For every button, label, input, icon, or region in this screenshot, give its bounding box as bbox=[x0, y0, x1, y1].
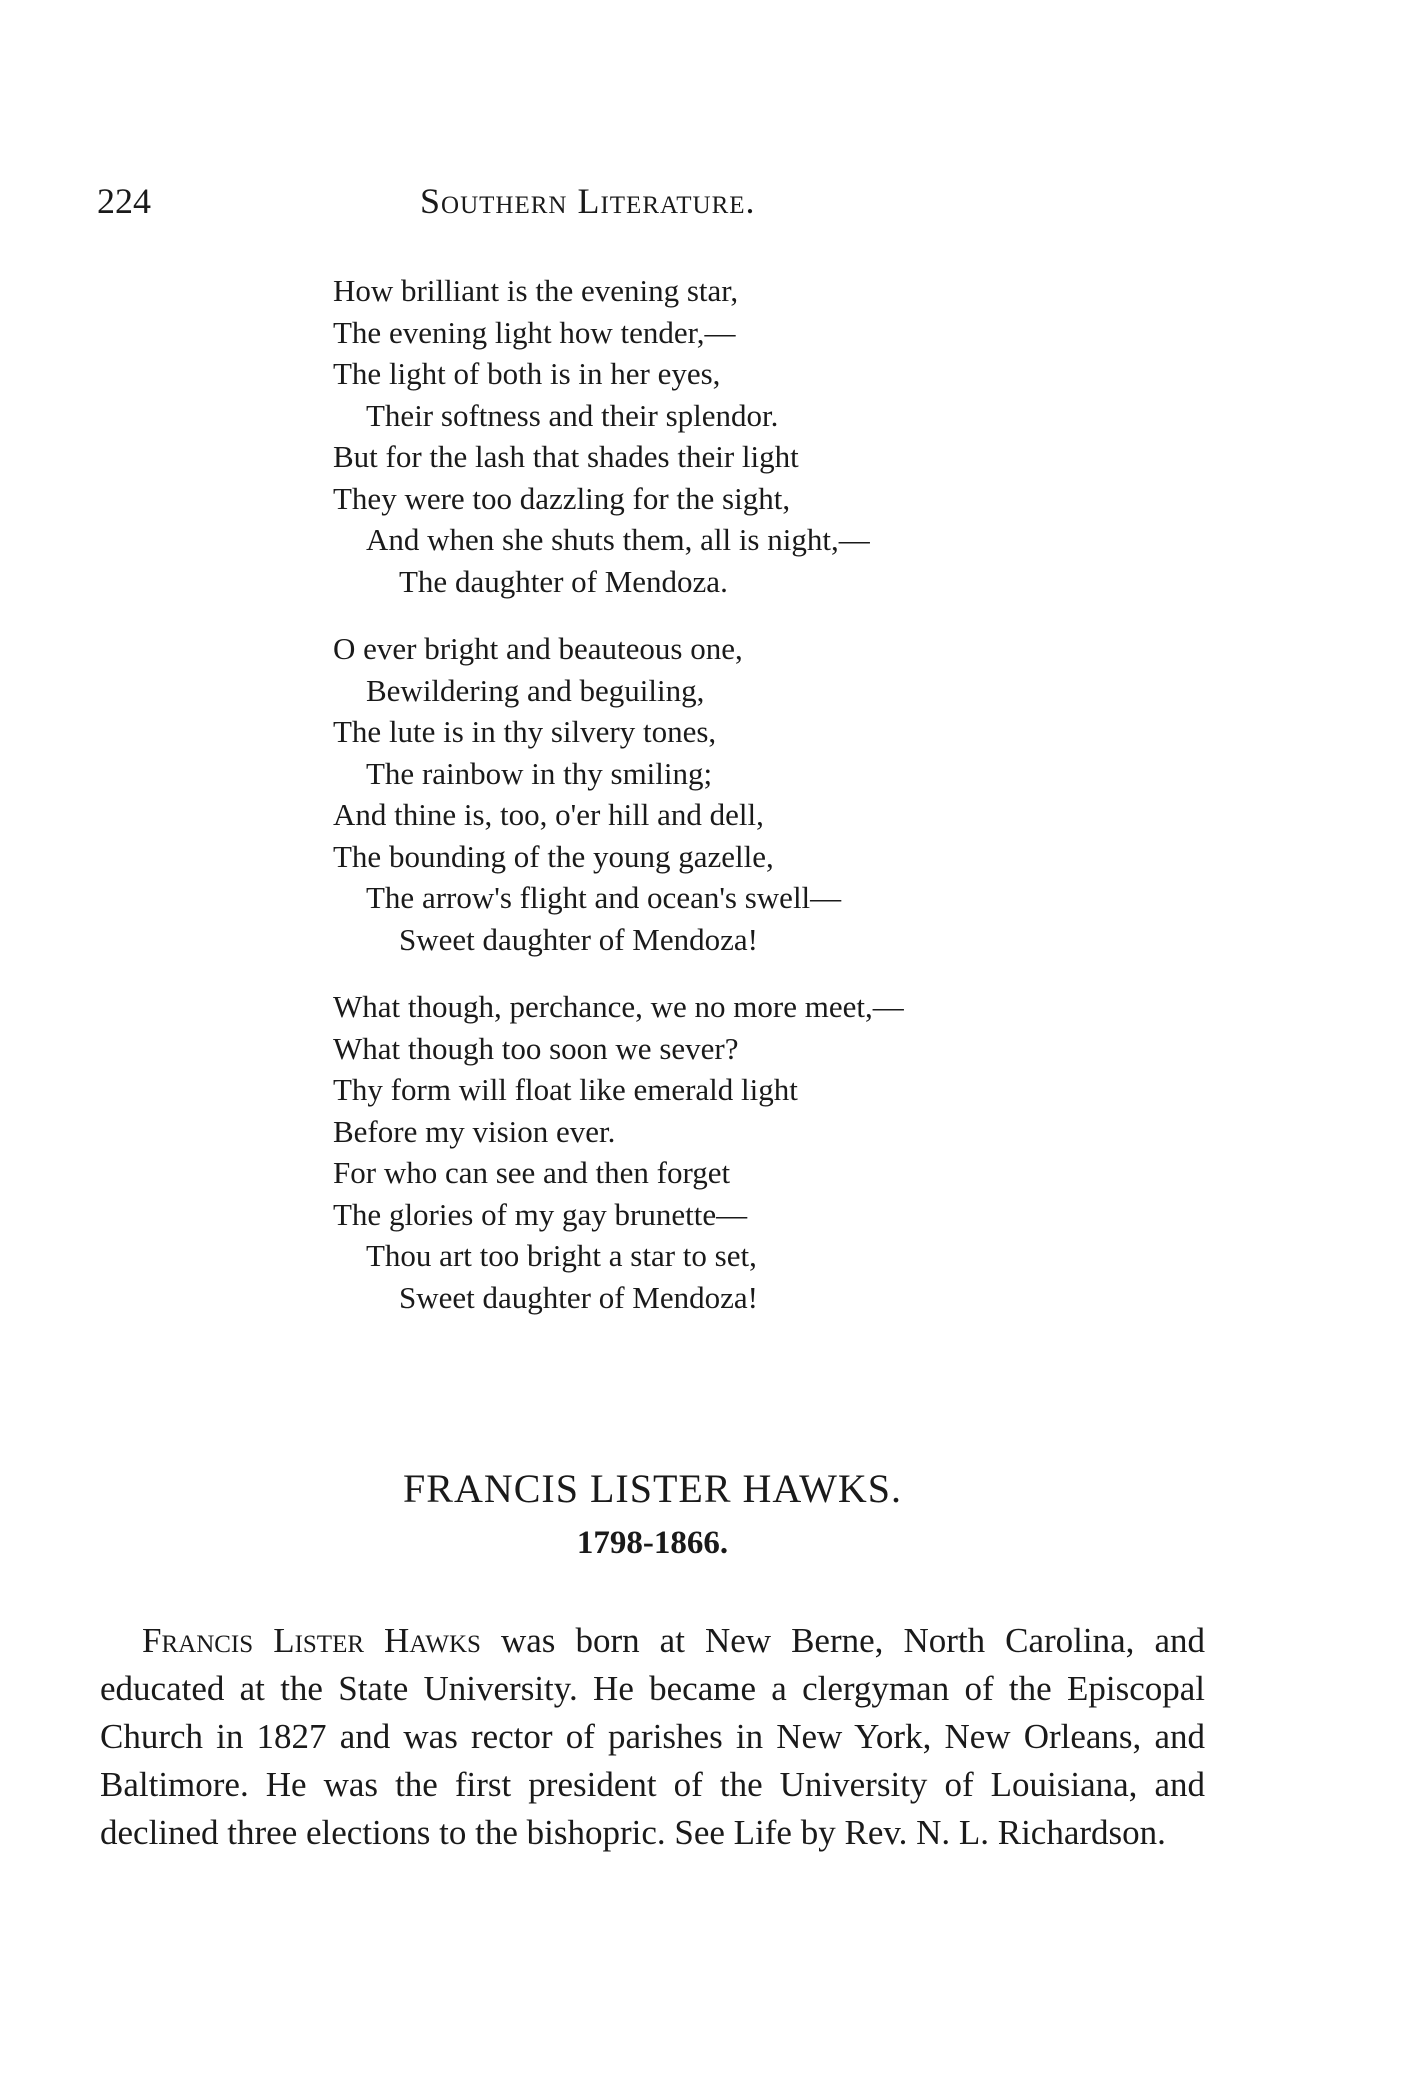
poem-line: The evening light how tender,— bbox=[333, 314, 736, 350]
poem-line: Thy form will float like emerald light bbox=[333, 1072, 798, 1107]
bio-paragraph bbox=[100, 1617, 1205, 1857]
poem-line: What though too soon we sever? bbox=[333, 1030, 739, 1066]
poem-line: And when she shuts them, all is night,— bbox=[366, 522, 870, 557]
poem-line: The bounding of the young gazelle, bbox=[333, 838, 774, 874]
bio-name: Francis Lister Hawks bbox=[142, 1621, 481, 1660]
poem-line: They were too dazzling for the sight, bbox=[333, 480, 791, 516]
stanza bbox=[333, 270, 1233, 602]
poem-line: Bewildering and beguiling, bbox=[366, 672, 705, 708]
poem-line: Sweet daughter of Mendoza! bbox=[399, 1279, 758, 1315]
poem-line: Before my vision ever. bbox=[333, 1113, 616, 1149]
poem-line: The daughter of Mendoza. bbox=[399, 563, 728, 599]
poem-line: The glories of my gay brunette— bbox=[333, 1196, 748, 1232]
stanza bbox=[333, 986, 1233, 1318]
poem-line: The rainbow in thy smiling; bbox=[366, 755, 713, 791]
bio-heading: FRANCIS LISTER HAWKS. bbox=[403, 1466, 902, 1511]
stanza bbox=[333, 628, 1233, 960]
poem-line: The lute is in thy silvery tones, bbox=[333, 714, 717, 749]
poem-line: What though, perchance, we no more meet,— bbox=[333, 989, 904, 1024]
poem-line: Sweet daughter of Mendoza! bbox=[399, 921, 758, 957]
poem bbox=[333, 270, 1233, 1344]
poem-line: The light of both is in her eyes, bbox=[333, 356, 721, 391]
page-number: 224 bbox=[97, 181, 151, 221]
bio-dates: 1798-1866. bbox=[576, 1525, 729, 1561]
poem-line: O ever bright and beauteous one, bbox=[333, 631, 743, 666]
page-header bbox=[0, 180, 1405, 240]
poem-line: Thou art too bright a star to set, bbox=[366, 1238, 757, 1273]
poem-line: And thine is, too, o'er hill and dell, bbox=[333, 797, 764, 832]
poem-line: How brilliant is the evening star, bbox=[333, 273, 739, 308]
bio-text: was born at New Berne, North Carolina, and educated at the State University. He became a clergyman of the Episcopal Church in 1827 and was rector of parishes in New York, New Orleans, and Baltimore. He was the first president of the University of Louisiana, and declined three elections to the bishopric. See Life by Rev. N. L. Richardson. bbox=[100, 1621, 1205, 1852]
poem-line: For who can see and then forget bbox=[333, 1155, 731, 1190]
poem-line: The arrow's flight and ocean's swell— bbox=[366, 880, 842, 915]
poem-line: Their softness and their splendor. bbox=[366, 397, 779, 433]
poem-line: But for the lash that shades their light bbox=[333, 439, 799, 474]
running-title: Southern Literature. bbox=[420, 181, 756, 221]
